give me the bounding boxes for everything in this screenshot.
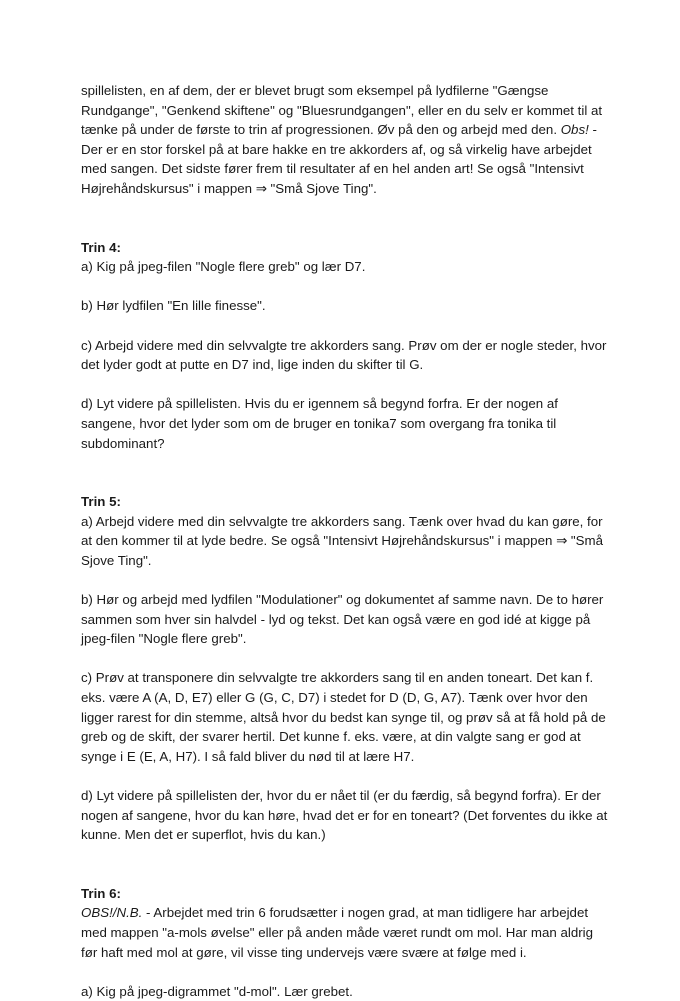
intro-text-a: spillelisten, en af dem, der er blevet brugt som eksempel på lydfilerne "Gængse Rundgange", "Genkend skiftene" og "Bluesrundgangen", eller en du selv er kommet til at tænke på under de første to trin af progressionen. Øv på den og arbejd med den. [81, 83, 603, 138]
trin5-item-d: d) Lyt videre på spillelisten der, hvor du er nået til (er du færdig, så begynd forfra). Er der nogen af sangene, hvor du kan høre, hvad det er for en toneart? (Det forventes du ikke at kunne. Men det er superflot, hvis du kan.) [81, 788, 608, 843]
trin4-item-d: d) Lyt videre på spillelisten. Hvis du er igennem så begynd forfra. Er der nogen af sangene, hvor det lyder som om de bruger en tonika7 som overgang fra tonika til subdominant? [81, 396, 558, 451]
trin6-intro-paragraph [81, 903, 611, 962]
intro-text-b: - Der er en stor forskel på at bare hakke en tre akkorders af, og så virkelig have arbejdet med sangen. Det sidste fører frem til resultater af en hel anden art! Se også "Intensivt Højrehåndskursus" i mappen ⇒ "Små Sjove Ting". [81, 122, 597, 196]
trin5-item-c: c) Prøv at transponere din selvvalgte tre akkorders sang til en anden toneart. Det kan f. eks. være A (A, D, E7) eller G (G, C, D7) i stedet for D (D, G, A7). Tænk over hvor den ligger rarest for din stemme, altså hvor du bedst kan synge til, og prøv så at få hold på de greb og de skift, der svarer hertil. Det kunne f. eks. være, at din valgte sang er god at synge i E (E, A, H7). I så fald bliver du nød til at lære H7. [81, 670, 606, 764]
trin4-heading: Trin 4: [81, 239, 121, 255]
trin5-item-a: a) Arbejd videre med din selvvalgte tre akkorders sang. Tænk over hvad du kan gøre, for at den kommer til at lyde bedre. Se også "Intensivt Højrehåndskursus" i mappen ⇒ "Små Sjove Ting". [81, 513, 603, 568]
trin6-obs: OBS!/N.B. [81, 905, 143, 921]
trin5-item-b: b) Hør og arbejd med lydfilen "Modulationer" og dokumentet af samme navn. De to hører sammen som hver sin halvdel - lyd og tekst. Det kan også være en god idé at kigge på jpeg-filen "Nogle flere greb". [81, 592, 604, 647]
document-page [81, 81, 611, 1001]
trin4-item-a: a) Kig på jpeg-filen "Nogle flere greb" og lær D7. [81, 259, 366, 275]
trin5-heading: Trin 5: [81, 494, 121, 510]
trin4-item-b: b) Hør lydfilen "En lille finesse". [81, 298, 266, 314]
trin4-item-c: c) Arbejd videre med din selvvalgte tre akkorders sang. Prøv om der er nogle steder, hvor det lyder godt at putte en D7 ind, lige inden du skifter til G. [81, 337, 607, 373]
trin6-heading: Trin 6: [81, 885, 121, 901]
intro-paragraph [81, 81, 611, 199]
trin6-intro-text: - Arbejdet med trin 6 forudsætter i nogen grad, at man tidligere har arbejdet med mappen "a-mols øvelse" eller på anden måde været rundt om mol. Har man aldrig før haft med mol at gøre, vil visse ting undervejs være svære at følge med i. [81, 905, 593, 960]
intro-obs: Obs! [560, 122, 589, 138]
trin6-item-a: a) Kig på jpeg-digrammet "d-mol". Lær grebet. [81, 983, 353, 999]
